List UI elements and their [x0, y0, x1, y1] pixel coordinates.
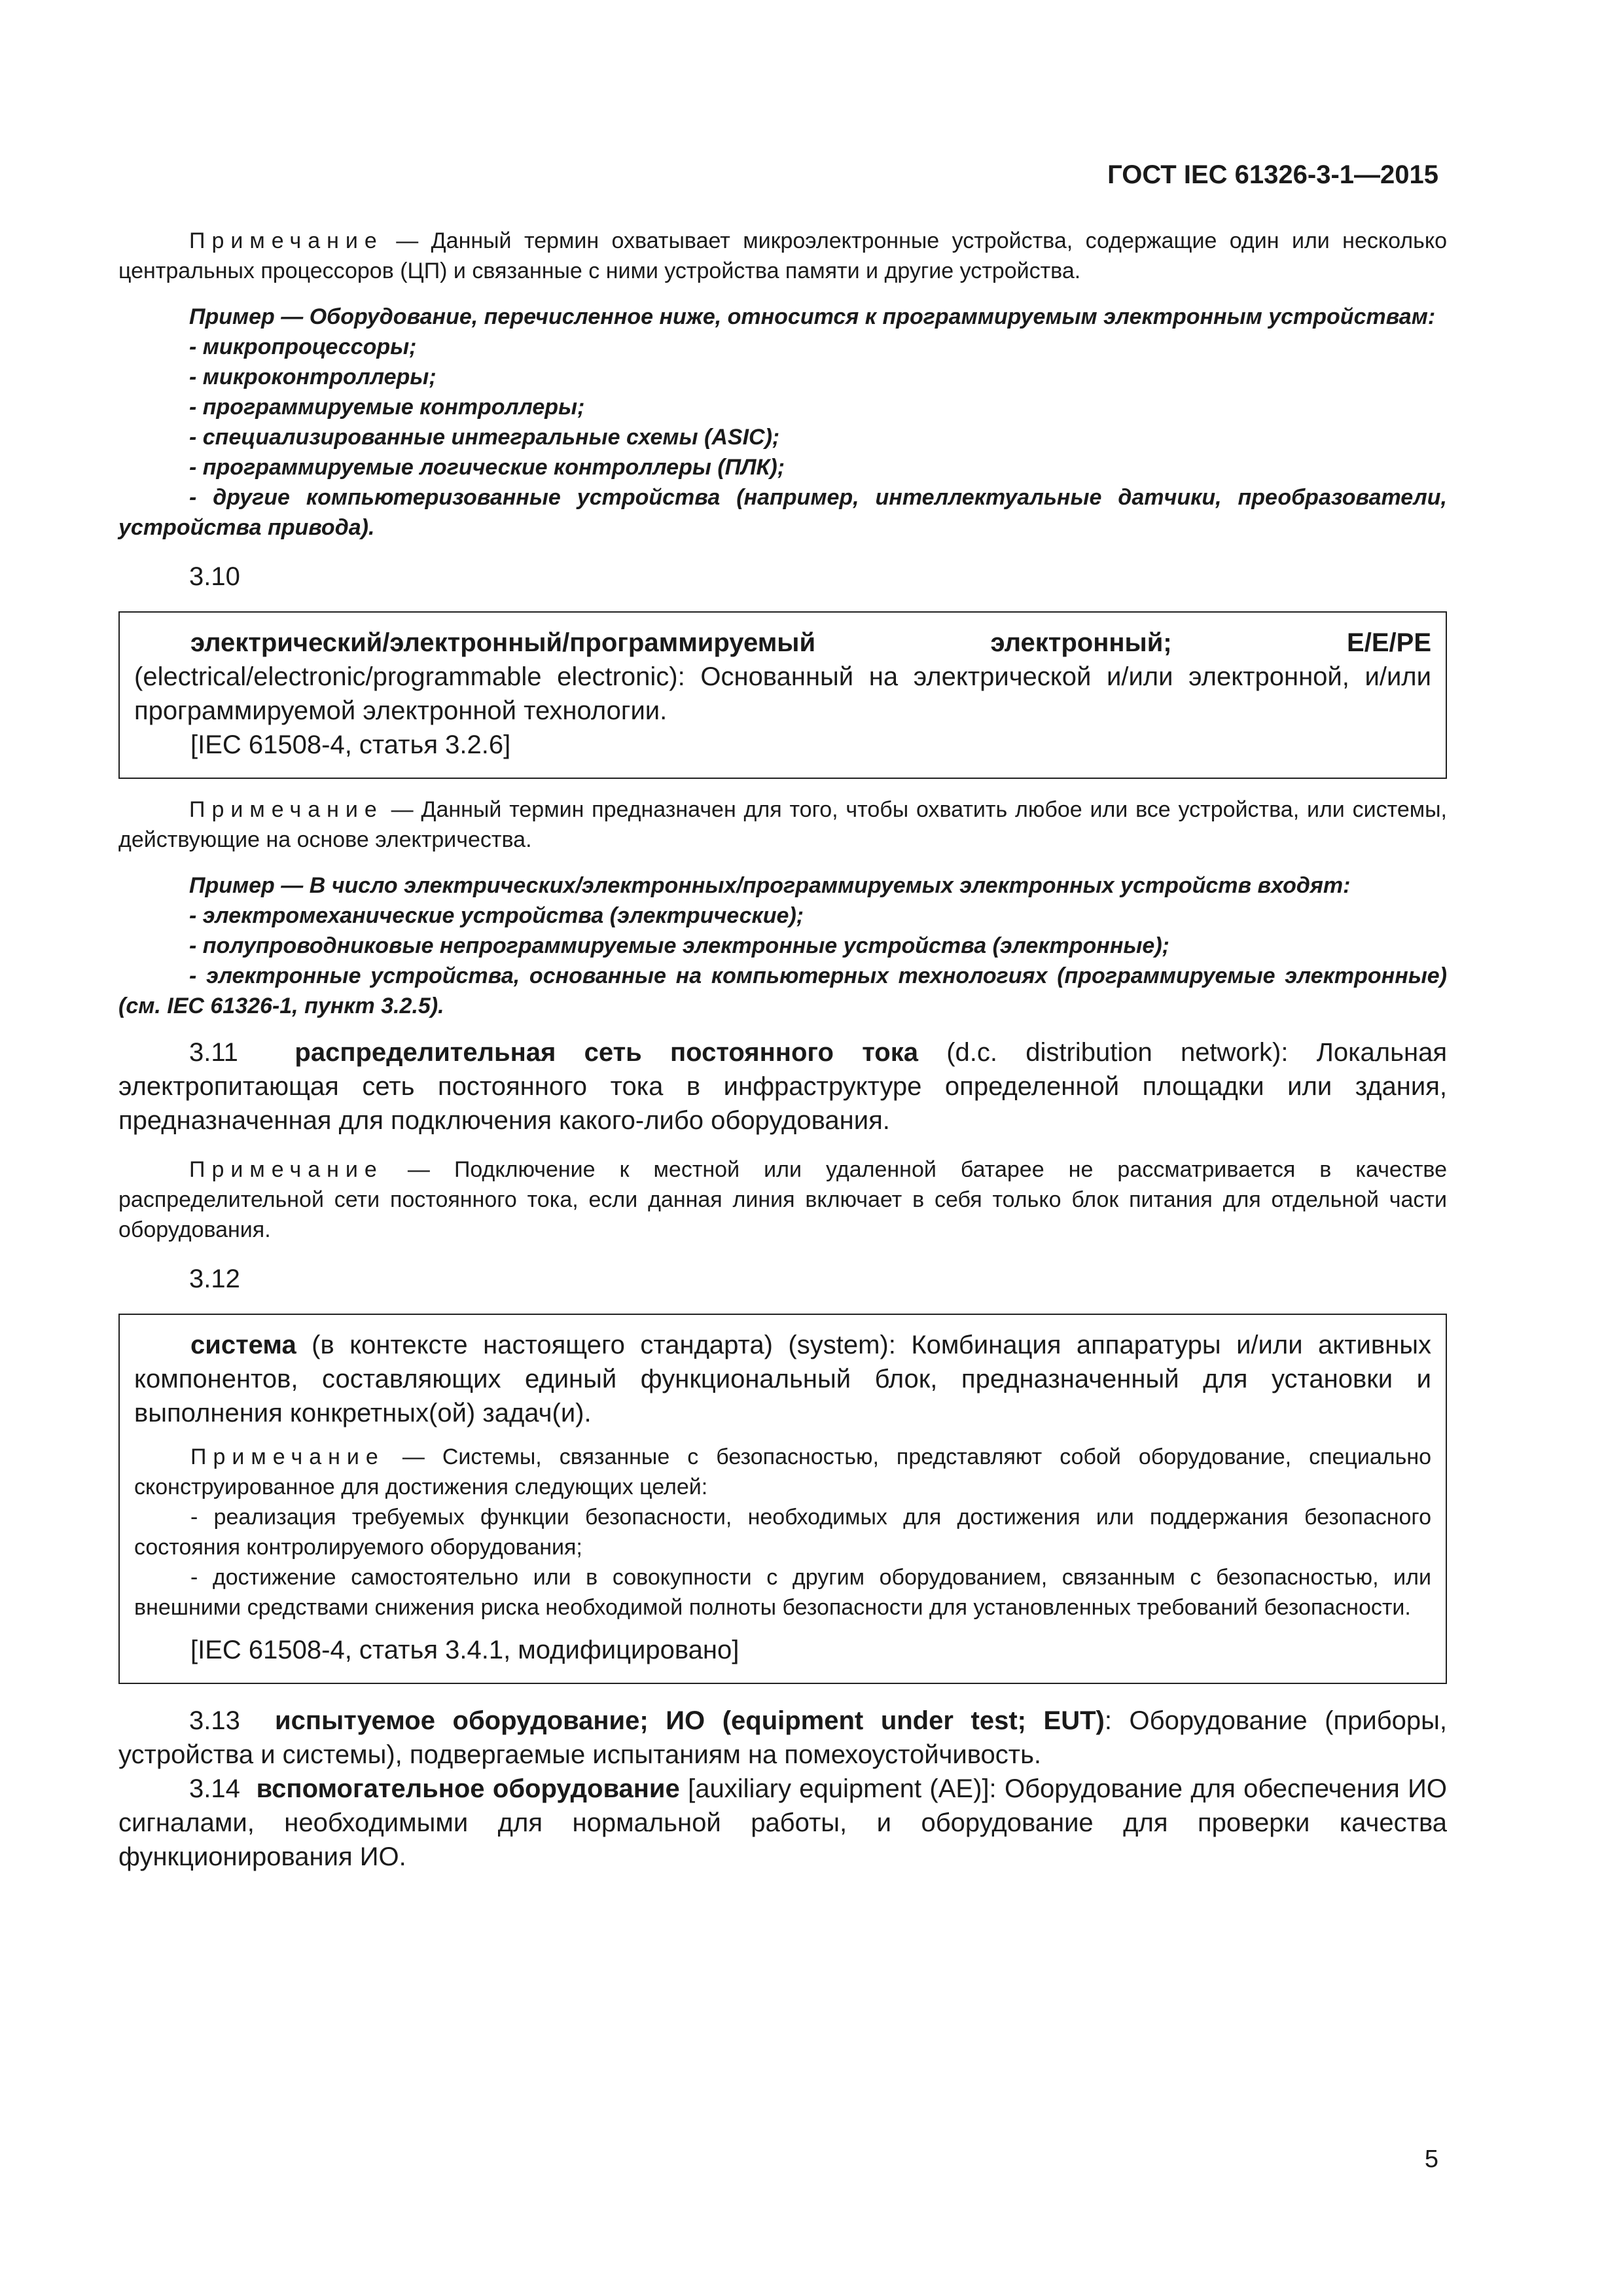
- term-def: : Оборудование (приборы, устройства и системы), подвергаемые испытаниям на помехоустойчивость.: [118, 1706, 1448, 1769]
- list-item: - реализация требуемых функции безопасности, необходимых для достижения или поддержания безопасного состояния контролируемого оборудования;: [134, 1505, 1431, 1560]
- term-definition: [134, 626, 1431, 728]
- section-3-13: [118, 1704, 1447, 1772]
- term-name: испытуемое оборудование; ИО (equipment under test; EUT): [275, 1706, 1105, 1735]
- term-def: (в контексте настоящего стандарта) (system): Комбинация аппаратуры и/или активных компонентов, составляющих единый функциональный блок, предназначенный для установки и выполнения конкретных(ой) задач(и).: [134, 1331, 1431, 1427]
- example-2: [118, 870, 1447, 1021]
- section-3-11: [118, 1035, 1447, 1138]
- box-note: [134, 1442, 1431, 1502]
- page-content: [118, 226, 1447, 1874]
- list-item: - достижение самостоятельно или в совокупности с другим оборудованием, связанным с безопасностью, или внешними средствами снижения риска необходимой полноты безопасности для установленных требований безопасности.: [134, 1565, 1431, 1620]
- term-name: электрический/электронный/программируемый электронный; E/E/PE: [190, 628, 1431, 657]
- term-reference: [IEC 61508-4, статья 3.4.1, модифицировано]: [190, 1636, 740, 1664]
- list-item: - полупроводниковые непрограммируемые электронные устройства (электронные);: [189, 933, 1169, 958]
- section-number: 3.13: [189, 1706, 240, 1735]
- note-2: [118, 795, 1447, 855]
- list-item: - микропроцессоры;: [189, 334, 417, 359]
- section-number: 3.11: [189, 1038, 238, 1067]
- term-box-3-12: [118, 1314, 1447, 1684]
- note-label: Примечание: [190, 1444, 385, 1469]
- note-label: Примечание: [189, 797, 383, 822]
- note-text: — Данный термин предназначен для того, чтобы охватить любое или все устройства, или системы, действующие на основе электричества.: [118, 797, 1447, 852]
- list-item: - программируемые контроллеры;: [189, 395, 585, 420]
- note-text: — Данный термин охватывает микроэлектронные устройства, содержащие один или несколько центральных процессоров (ЦП) и связанные с ними устройства памяти и другие устройства.: [118, 228, 1448, 283]
- page-number: 5: [1424, 2145, 1438, 2173]
- note-label: Примечание: [189, 228, 383, 253]
- list-item: - электронные устройства, основанные на компьютерных технологиях (программируемые электронные) (см. IEC 61326-1, пункт 3.2.5).: [118, 963, 1447, 1018]
- example-1: [118, 302, 1447, 543]
- term-reference: [IEC 61508-4, статья 3.2.6]: [190, 730, 511, 759]
- term-name: распределительная сеть постоянного тока: [294, 1038, 918, 1067]
- section-number: 3.10: [189, 562, 240, 591]
- term-def: [auxiliary equipment (AE)]: Оборудование для обеспечения ИО сигналами, необходимыми для нормальной работы, и оборудование для проверки качества функционирования ИО.: [118, 1774, 1447, 1871]
- note-3: [118, 1155, 1447, 1245]
- list-item: - электромеханические устройства (электрические);: [189, 903, 804, 928]
- list-item: - программируемые логические контроллеры (ПЛК);: [189, 455, 785, 480]
- term-name: вспомогательное оборудование: [256, 1774, 680, 1803]
- section-number: 3.14: [189, 1774, 240, 1803]
- note-text: — Системы, связанные с безопасностью, представляют собой оборудование, специально сконструированное для достижения следующих целей:: [134, 1444, 1432, 1499]
- list-item: - другие компьютеризованные устройства (например, интеллектуальные датчики, преобразователи, устройства привода).: [118, 485, 1447, 540]
- section-3-14: [118, 1772, 1447, 1874]
- term-name: система: [190, 1331, 296, 1359]
- list-item: - микроконтроллеры;: [189, 365, 437, 389]
- note-1: [118, 226, 1447, 286]
- note-text: — Подключение к местной или удаленной батарее не рассматривается в качестве распределительной сети постоянного тока, если данная линия включает в себя только блок питания для отдельной части оборудования.: [118, 1157, 1448, 1242]
- term-def: (electrical/electronic/programmable electronic): Основанный на электрической и/или электронной, и/или программируемой электронной технологии.: [134, 662, 1431, 725]
- example-intro: Пример — Оборудование, перечисленное ниже, относится к программируемым электронным устройствам:: [189, 304, 1436, 329]
- term-def: (d.c. distribution network): Локальная электропитающая сеть постоянного тока в инфраструктуре определенной площадки или здания, предназначенная для подключения какого-либо оборудования.: [118, 1038, 1447, 1135]
- term-definition: [134, 1328, 1431, 1430]
- example-intro: Пример — В число электрических/электронных/программируемых электронных устройств входят:: [189, 873, 1351, 898]
- list-item: - специализированные интегральные схемы (ASIC);: [189, 425, 780, 450]
- term-box-3-10: [118, 611, 1447, 779]
- standard-header: ГОСТ IEC 61326-3-1—2015: [1107, 160, 1438, 189]
- note-label: Примечание: [189, 1157, 383, 1182]
- section-number: 3.12: [189, 1265, 240, 1293]
